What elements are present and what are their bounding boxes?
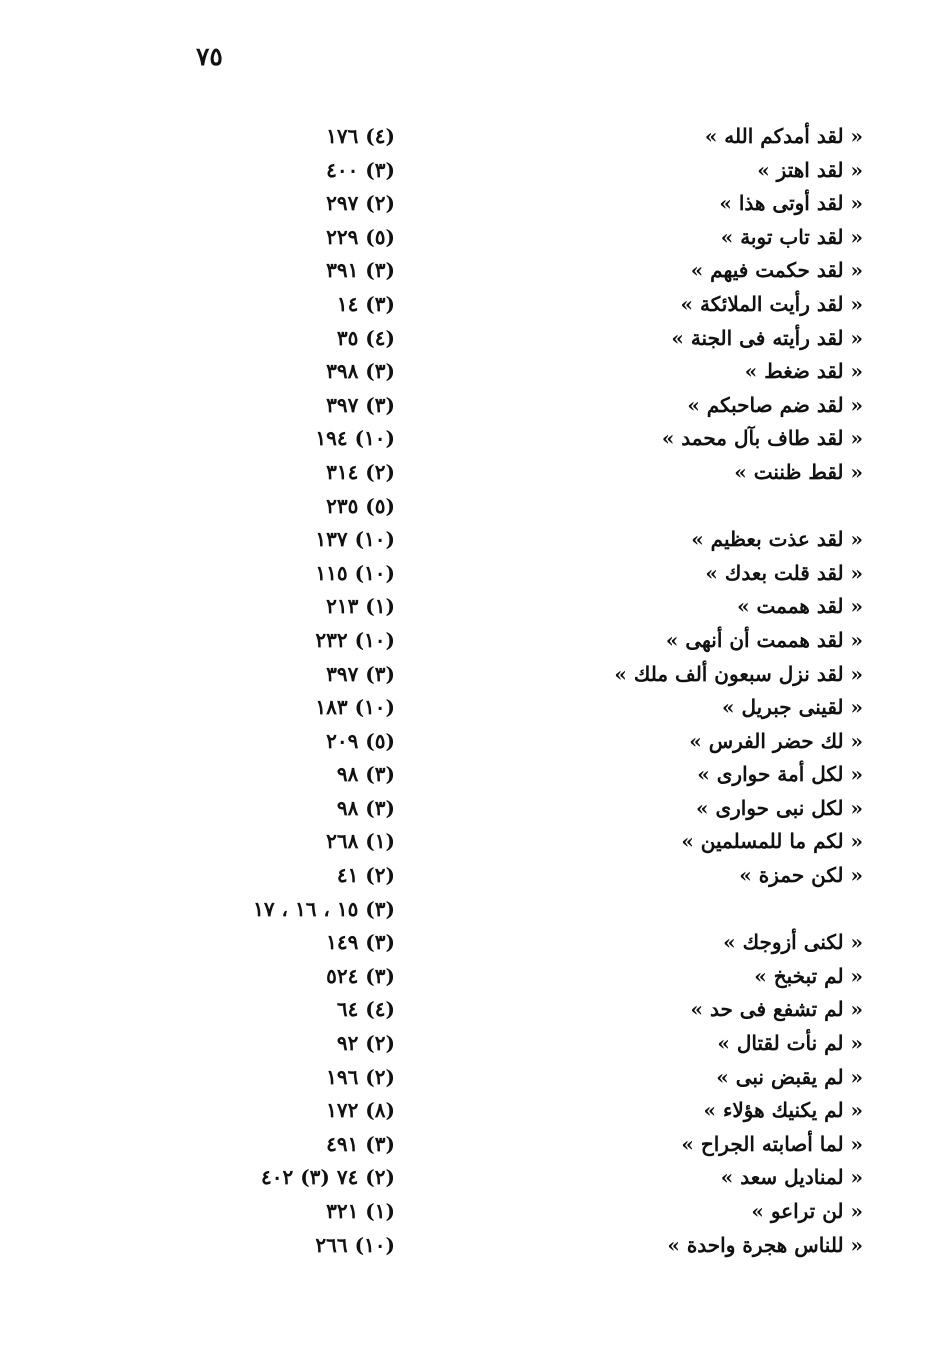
index-entry [0,188,943,222]
entry-phrase: « لكل أمة حوارى » [697,762,863,787]
index-entry [0,1196,943,1230]
entry-phrase: « لكم ما للمسلمين » [681,829,863,854]
index-entry [0,759,943,793]
entry-reference: (٢) ١٩٦ [326,1064,395,1089]
index-entry [0,994,943,1028]
entry-reference: (٣) ١٥ ، ١٦ ، ١٧ [253,896,395,921]
entry-reference: (٥) ٢٣٥ [326,493,395,518]
entry-reference: (٣) ٤٠٠ [326,157,395,182]
index-entry [0,356,943,390]
index-entry [0,1028,943,1062]
entry-phrase: « لقد تاب توبة » [720,224,863,249]
index-list [0,121,943,1263]
entry-phrase: « لم تشفع فى حد » [690,997,863,1022]
entry-phrase: « لقد عذت بعظيم » [691,527,863,552]
entry-reference: (٢) ٢٩٧ [326,191,395,216]
entry-reference: (٨) ١٧٢ [326,1098,395,1123]
index-entry [0,961,943,995]
entry-reference: (٣) ٣٩١ [326,258,395,283]
entry-reference: (١) ٢١٣ [326,594,395,619]
entry-reference: (٤) ١٧٦ [326,124,395,148]
entry-reference: (٣) ٤٩١ [326,1131,395,1156]
entry-phrase: « لمناديل سعد » [720,1165,863,1190]
entry-reference: (٤) ٦٤ [336,997,395,1022]
entry-phrase: « لكل نبى حوارى » [696,795,863,820]
entry-phrase: « لقد هممت أن أنهى » [665,627,863,652]
entry-reference: (٢) ٣١٤ [326,459,395,484]
entry-phrase: « لقد ضم صاحبكم » [687,392,863,417]
entry-phrase: « لقد هممت » [737,594,863,619]
entry-reference: (١٠) ٢٣٢ [315,627,395,652]
entry-phrase: « لقد رأيت الملائكة » [680,291,863,316]
entry-reference: (٣) ٣٩٧ [326,392,395,417]
entry-reference: (٣) ١٤٩ [326,930,395,955]
entry-reference: (٣) ١٤ [336,291,395,316]
index-entry [0,1230,943,1264]
index-entry [0,826,943,860]
index-entry [0,726,943,760]
entry-reference: (٣) ٩٨ [336,762,395,787]
entry-reference: (٢) ٧٤ (٣) ٤٠٢ [261,1165,395,1190]
index-entry [0,558,943,592]
index-entry [0,793,943,827]
index-entry [0,860,943,894]
entry-phrase: « لقد قلت بعدك » [705,560,863,585]
entry-phrase: « لم يقبض نبى » [716,1064,863,1089]
index-entry [0,659,943,693]
index-entry [0,121,943,155]
index-entry [0,323,943,357]
index-entry [0,1162,943,1196]
entry-reference: (١٠) ١١٥ [315,560,395,585]
entry-reference: (٣) ٣٩٧ [326,661,395,686]
index-entry [0,927,943,961]
entry-phrase: « لقط ظننت » [734,459,863,484]
entry-reference: (٣) ٣٩٨ [326,359,395,384]
entry-reference: (١٠) ١٨٣ [315,695,395,720]
entry-reference: (٢) ٩٢ [336,1031,395,1056]
entry-phrase: « لكنى أزوجك » [723,930,863,955]
entry-phrase: « لم يكنيك هؤلاء » [703,1098,863,1123]
entry-phrase: « لقد حكمت فيهم » [690,258,863,283]
entry-phrase: « لقد أمدكم الله » [704,124,863,148]
entry-reference: (١) ٢٦٨ [326,829,395,854]
index-entry [0,1129,943,1163]
page-number: ٧٥ [196,42,223,71]
entry-reference: (٣) ٥٢٤ [326,963,395,988]
index-entry [0,491,943,525]
entry-reference: (١) ٣٢١ [326,1199,395,1223]
entry-phrase: « لما أصابته الجراح » [681,1131,863,1156]
entry-reference: (٥) ٢٢٩ [326,224,395,249]
index-entry [0,591,943,625]
entry-phrase: « لقد اهتز » [757,157,863,182]
entry-phrase: « لقد ضغط » [744,359,863,384]
entry-phrase: « لك حضر الفرس » [689,728,863,753]
entry-reference: (١٠) ٢٦٦ [315,1232,395,1257]
index-entry [0,155,943,189]
entry-phrase: « لم نأت لقتال » [717,1031,863,1056]
entry-phrase: « لقد أوتى هذا » [719,191,863,216]
entry-phrase: « لقد طاف بآل محمد » [661,426,863,451]
index-entry [0,1095,943,1129]
entry-phrase: « لقد نزل سبعون ألف ملك » [614,661,863,686]
index-entry [0,1062,943,1096]
entry-reference: (٣) ٩٨ [336,795,395,820]
index-entry [0,423,943,457]
index-entry [0,894,943,928]
entry-phrase: « لن تراعو » [751,1199,863,1223]
index-entry [0,390,943,424]
entry-phrase: « لقد رأيته فى الجنة » [671,325,863,350]
entry-phrase: « لم تبخبخ » [754,963,863,988]
entry-phrase: « للناس هجرة واحدة » [667,1232,863,1257]
entry-reference: (٥) ٢٠٩ [326,728,395,753]
entry-reference: (٤) ٣٥ [336,325,395,350]
index-entry [0,625,943,659]
index-entry [0,222,943,256]
index-entry [0,289,943,323]
entry-phrase: « لكن حمزة » [739,863,863,888]
index-entry [0,457,943,491]
entry-phrase: « لقينى جبريل » [722,695,863,720]
index-entry [0,524,943,558]
entry-reference: (١٠) ١٩٤ [315,426,395,451]
index-entry [0,692,943,726]
entry-reference: (١٠) ١٣٧ [315,527,395,552]
index-entry [0,255,943,289]
entry-reference: (٢) ٤١ [336,863,395,888]
